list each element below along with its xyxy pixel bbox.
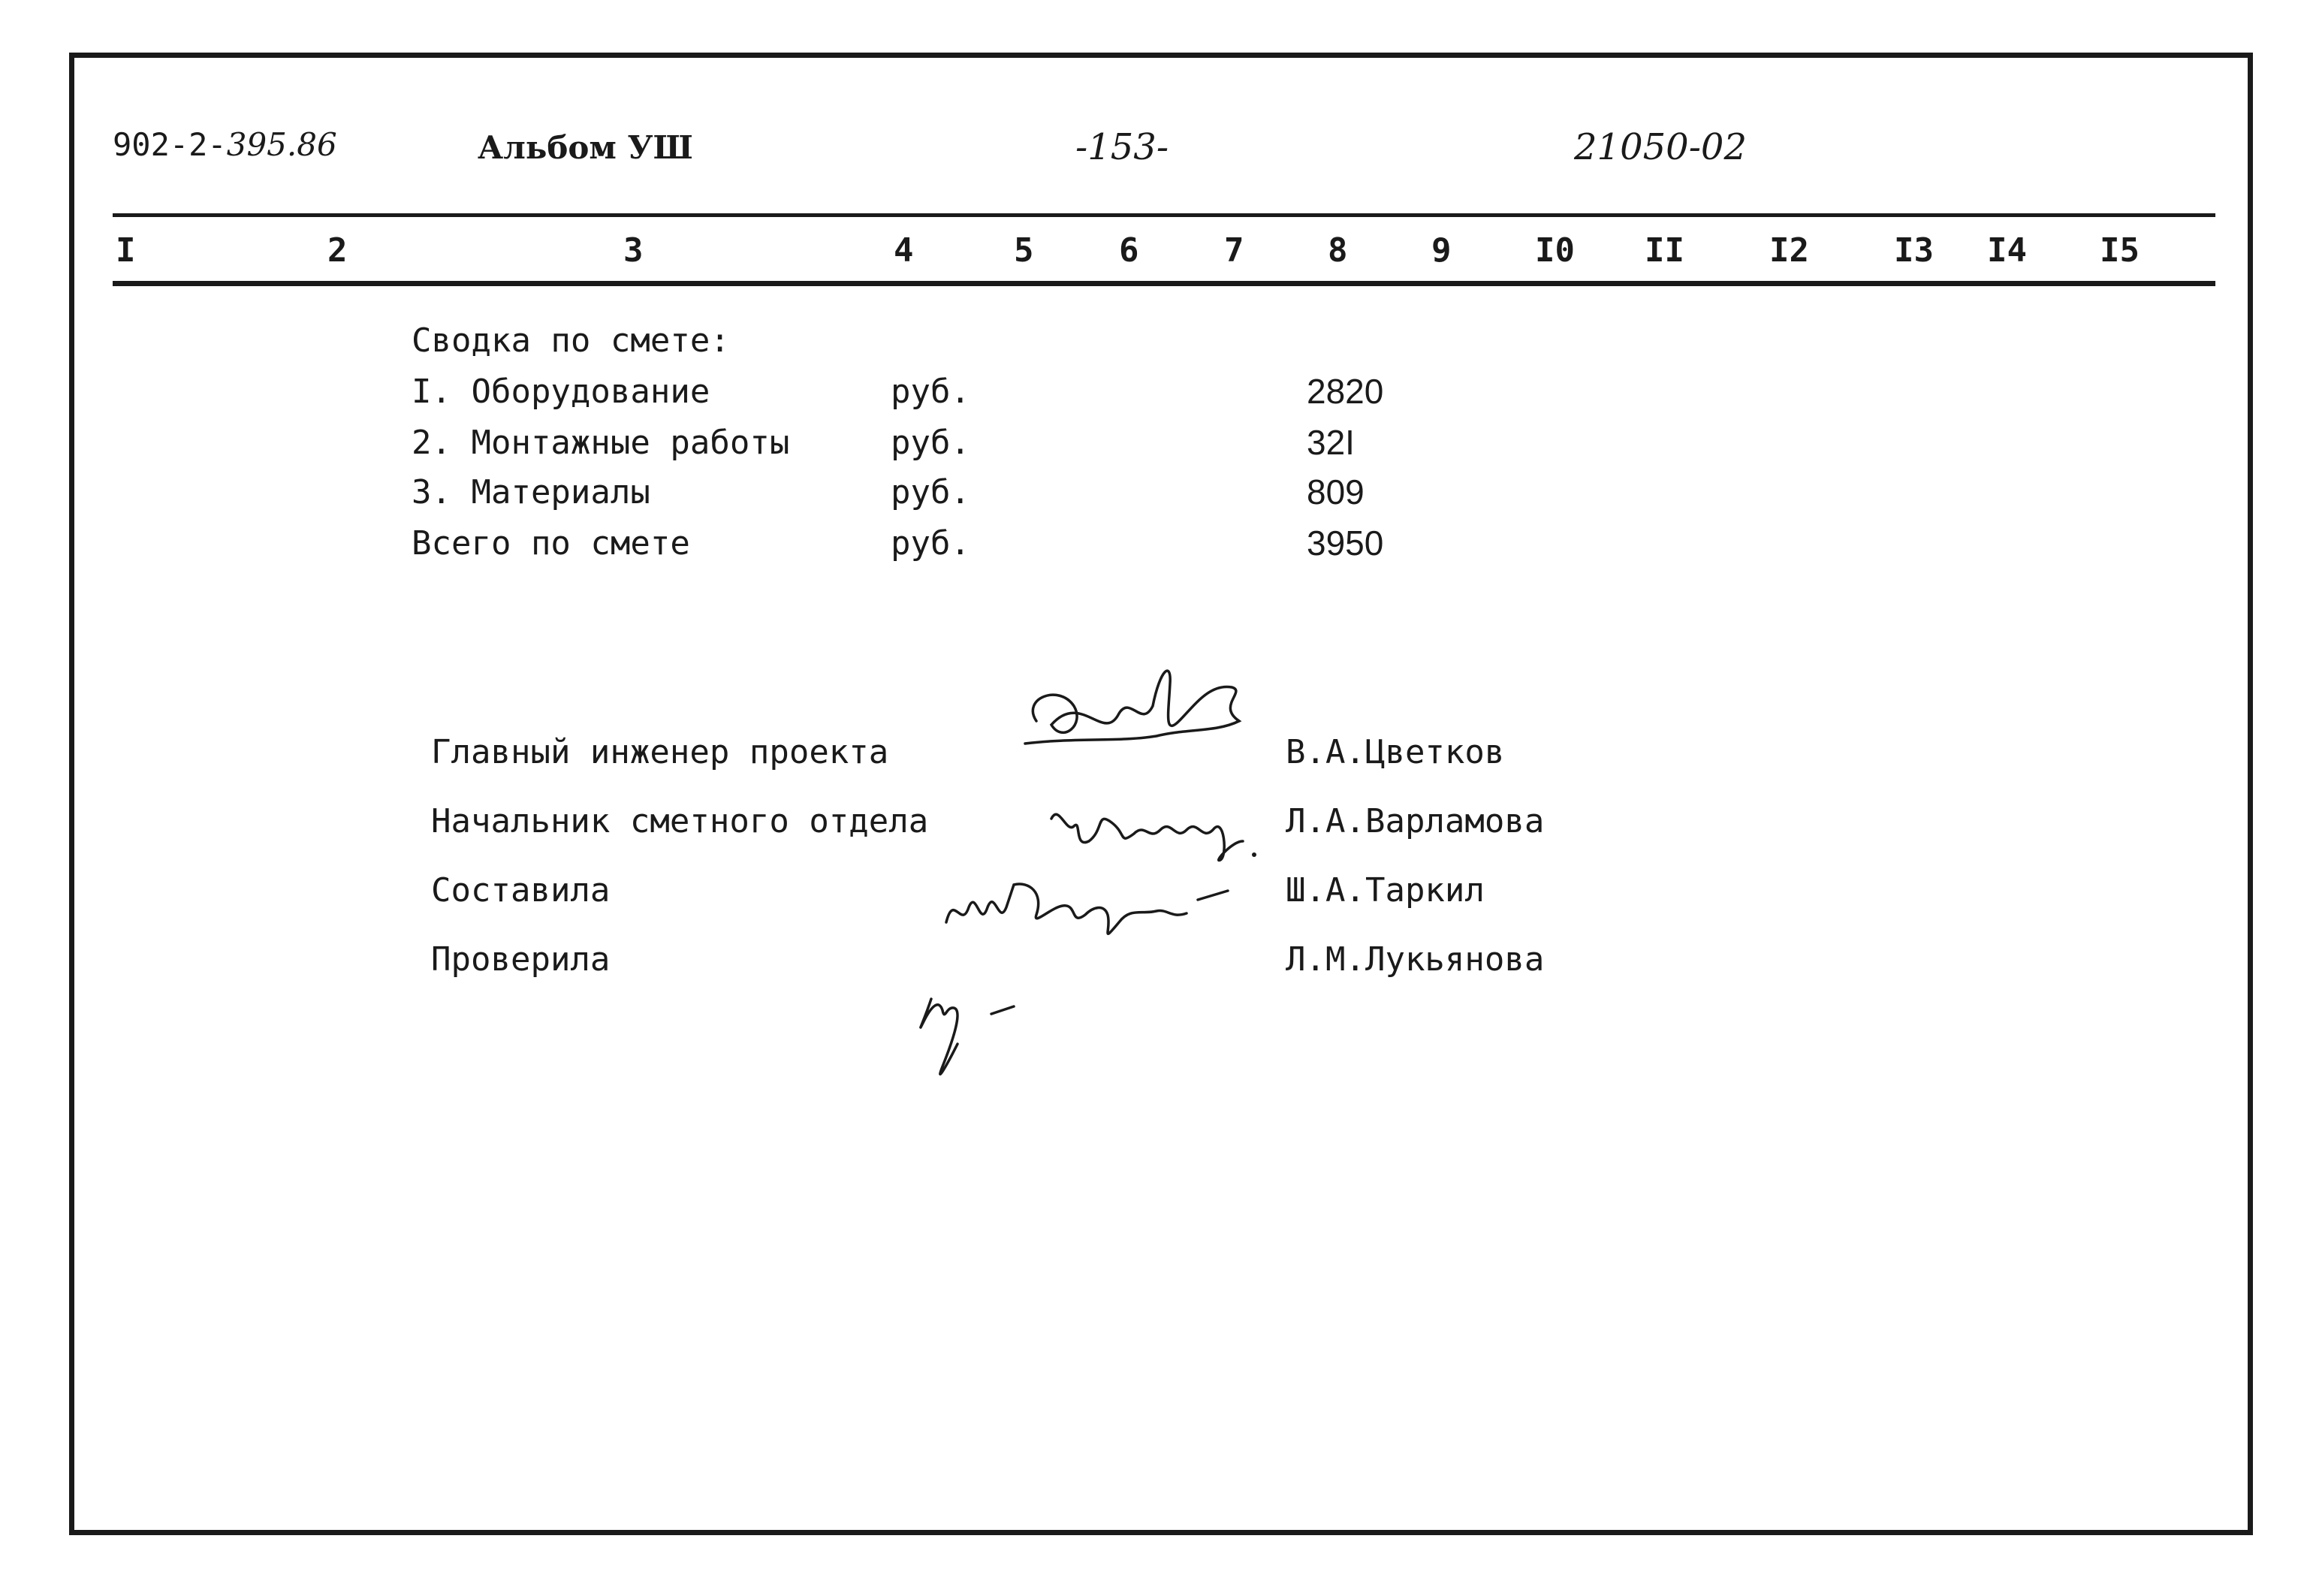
column-number: II bbox=[1645, 231, 1684, 270]
column-number: 5 bbox=[1014, 231, 1034, 270]
summary-row-value: 2820 bbox=[1307, 372, 1384, 411]
summary-row-unit: руб. bbox=[891, 373, 970, 411]
signature-scribble-compiler bbox=[931, 862, 1247, 952]
summary-row-unit: руб. bbox=[891, 424, 970, 462]
summary-total-unit: руб. bbox=[891, 524, 970, 563]
summary-row-value: 809 bbox=[1307, 472, 1365, 511]
column-number: 6 bbox=[1119, 231, 1139, 270]
summary-row-unit: руб. bbox=[891, 473, 970, 511]
column-number: I3 bbox=[1894, 231, 1934, 270]
page-number: -153- bbox=[1075, 126, 1169, 168]
summary-row-label: 3. Материалы bbox=[412, 473, 650, 511]
signature-name: Л.М.Лукьянова bbox=[1286, 940, 1545, 979]
header-rule-top bbox=[113, 213, 2215, 217]
summary-total-value: 3950 bbox=[1307, 523, 1384, 563]
signature-role: Начальник сметного отдела bbox=[431, 802, 929, 840]
signature-scribble-chief-engineer bbox=[991, 653, 1262, 781]
summary-title: Сводка по смете: bbox=[412, 321, 730, 360]
doc-number bbox=[113, 126, 337, 163]
summary-row-value: 32I bbox=[1307, 423, 1355, 462]
summary-row-label: I. Оборудование bbox=[412, 373, 710, 411]
album-label: Альбом УШ bbox=[478, 129, 693, 166]
doc-number-suffix: 395.86 bbox=[226, 126, 337, 163]
summary-row-label: 2. Монтажные работы bbox=[412, 424, 790, 462]
column-number: I5 bbox=[2100, 231, 2140, 270]
doc-number-prefix: 902-2- bbox=[113, 126, 227, 163]
signature-scribble-estimate-head bbox=[1044, 789, 1269, 871]
column-number: I0 bbox=[1535, 231, 1575, 270]
signature-role: Проверила bbox=[431, 940, 611, 979]
signature-name: Ш.А.Таркил bbox=[1286, 871, 1485, 910]
signature-role: Составила bbox=[431, 871, 611, 910]
column-number: I2 bbox=[1769, 231, 1809, 270]
column-number: 4 bbox=[894, 231, 914, 270]
signature-name: Л.А.Варламова bbox=[1286, 802, 1545, 840]
column-number: 2 bbox=[327, 231, 348, 270]
signature-scribble-checker bbox=[901, 954, 1066, 1089]
column-number: 7 bbox=[1224, 231, 1244, 270]
document-code: 21050-02 bbox=[1574, 126, 1747, 168]
signature-name: В.А.Цветков bbox=[1286, 733, 1505, 771]
summary-total-label: Всего по смете bbox=[412, 524, 690, 563]
column-number: 9 bbox=[1431, 231, 1452, 270]
column-number: 3 bbox=[623, 231, 644, 270]
header-rule-bottom bbox=[113, 281, 2215, 286]
signature-role: Главный инженер проекта bbox=[431, 733, 889, 771]
column-number: 8 bbox=[1328, 231, 1348, 270]
column-number: I4 bbox=[1987, 231, 2027, 270]
column-number: I bbox=[116, 231, 136, 270]
